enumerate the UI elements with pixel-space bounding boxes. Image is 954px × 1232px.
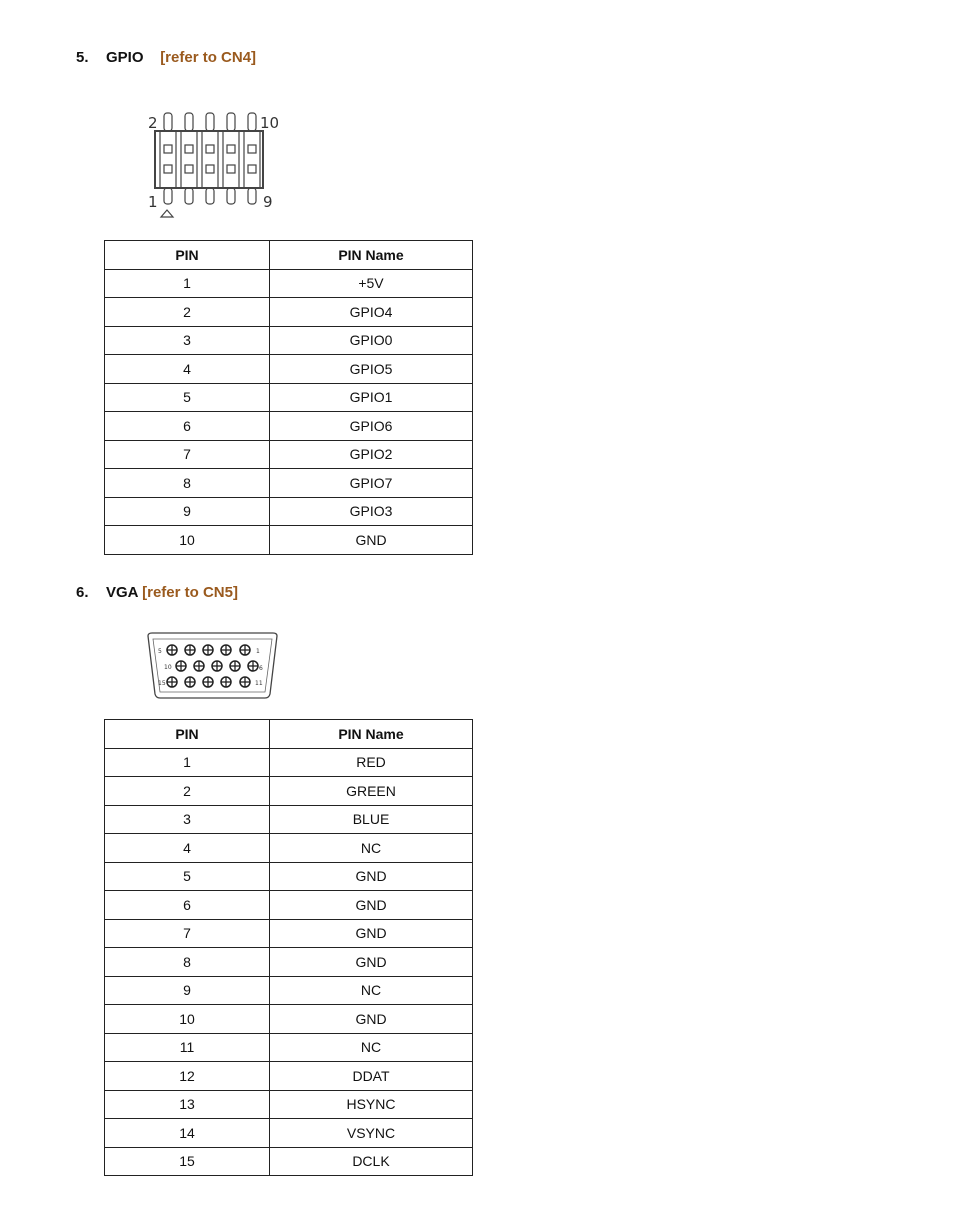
section-title: VGA — [106, 584, 138, 601]
pin-name-cell: BLUE — [270, 805, 473, 834]
pin-name-cell: NC — [270, 834, 473, 863]
table-row — [105, 748, 473, 777]
pin-number-cell: 4 — [105, 355, 270, 384]
pin-name-cell: GND — [270, 948, 473, 977]
header-pin-pair — [202, 113, 218, 204]
column-header-pin: PIN — [105, 241, 270, 270]
pin-number-cell: 6 — [105, 891, 270, 920]
vga-connector-diagram — [145, 632, 280, 702]
pin-name-cell: RED — [270, 748, 473, 777]
pin-name-cell: GREEN — [270, 777, 473, 806]
vga-pin-label-11: 11 — [255, 680, 263, 687]
vga-pin-label-6: 6 — [259, 665, 263, 672]
header-pin-pair — [223, 113, 239, 204]
table-row — [105, 1033, 473, 1062]
pin-number-cell: 8 — [105, 469, 270, 498]
vga-pin — [248, 661, 258, 671]
table-row — [105, 469, 473, 498]
table-row — [105, 269, 473, 298]
vga-pin — [203, 677, 213, 687]
pin-name-cell: NC — [270, 1033, 473, 1062]
pin-number-cell: 9 — [105, 976, 270, 1005]
pin-name-cell: GND — [270, 862, 473, 891]
pin-label-9: 9 — [263, 193, 273, 211]
pin-name-cell: GPIO0 — [270, 326, 473, 355]
table-row — [105, 777, 473, 806]
table-row — [105, 862, 473, 891]
pin-number-cell: 1 — [105, 748, 270, 777]
column-header-pin-name: PIN Name — [270, 241, 473, 270]
gpio-pin-table — [104, 240, 473, 555]
pin-name-cell: GPIO3 — [270, 497, 473, 526]
section-reference: [refer to CN5] — [142, 584, 238, 601]
table-row — [105, 1147, 473, 1176]
vga-pin — [167, 645, 177, 655]
vga-pin — [240, 677, 250, 687]
vga-pin — [167, 677, 177, 687]
pin-number-cell: 5 — [105, 862, 270, 891]
table-row — [105, 891, 473, 920]
section-reference: [refer to CN4] — [160, 49, 257, 66]
gpio-section-heading — [76, 49, 256, 66]
vga-pin-table — [104, 719, 473, 1176]
vga-pin — [221, 677, 231, 687]
vga-pin-label-15: 15 — [158, 680, 166, 687]
pin-number-cell: 10 — [105, 526, 270, 555]
vga-pin — [212, 661, 222, 671]
vga-pin-label-10: 10 — [164, 664, 172, 671]
pin-number-cell: 4 — [105, 834, 270, 863]
pin-number-cell: 1 — [105, 269, 270, 298]
vga-pin — [240, 645, 250, 655]
table-row — [105, 948, 473, 977]
pin-label-1: 1 — [148, 193, 158, 211]
section-number: 6. — [76, 584, 89, 601]
vga-pin — [230, 661, 240, 671]
pin-name-cell: GND — [270, 526, 473, 555]
pin-label-2: 2 — [148, 114, 158, 132]
pin-number-cell: 10 — [105, 1005, 270, 1034]
pin-name-cell: +5V — [270, 269, 473, 298]
vga-pin — [194, 661, 204, 671]
section-title: GPIO — [106, 49, 144, 66]
pin-name-cell: VSYNC — [270, 1119, 473, 1148]
pin-number-cell: 15 — [105, 1147, 270, 1176]
table-row — [105, 526, 473, 555]
pin-number-cell: 11 — [105, 1033, 270, 1062]
vga-section-heading — [76, 584, 238, 601]
pin-name-cell: GPIO2 — [270, 440, 473, 469]
pin-number-cell: 8 — [105, 948, 270, 977]
pin-name-cell: DCLK — [270, 1147, 473, 1176]
vga-pin-label-1: 1 — [256, 648, 260, 655]
table-row — [105, 497, 473, 526]
vga-pin — [221, 645, 231, 655]
pin-name-cell: HSYNC — [270, 1090, 473, 1119]
table-row — [105, 326, 473, 355]
pin-number-cell: 7 — [105, 440, 270, 469]
table-row — [105, 1119, 473, 1148]
pin-name-cell: GPIO5 — [270, 355, 473, 384]
pin-label-10: 10 — [260, 114, 280, 132]
table-row — [105, 1090, 473, 1119]
pin-number-cell: 2 — [105, 298, 270, 327]
pin-number-cell: 5 — [105, 383, 270, 412]
header-pin-pair — [244, 113, 260, 204]
table-row — [105, 412, 473, 441]
column-header-pin: PIN — [105, 720, 270, 749]
vga-pin — [185, 645, 195, 655]
table-header-row — [105, 241, 473, 270]
pin-name-cell: GPIO4 — [270, 298, 473, 327]
pin-name-cell: GND — [270, 891, 473, 920]
table-row — [105, 1062, 473, 1091]
header-pin-pair — [181, 113, 197, 204]
pin-number-cell: 3 — [105, 805, 270, 834]
table-row — [105, 919, 473, 948]
table-row — [105, 440, 473, 469]
table-row — [105, 834, 473, 863]
pin-number-cell: 6 — [105, 412, 270, 441]
pin-number-cell: 7 — [105, 919, 270, 948]
table-row — [105, 805, 473, 834]
table-row — [105, 1005, 473, 1034]
pin-name-cell: GPIO6 — [270, 412, 473, 441]
pin-name-cell: GND — [270, 1005, 473, 1034]
gpio-pin-group — [155, 113, 263, 204]
section-number: 5. — [76, 49, 89, 66]
pin-name-cell: DDAT — [270, 1062, 473, 1091]
table-row — [105, 355, 473, 384]
pin-name-cell: GPIO1 — [270, 383, 473, 412]
pin-number-cell: 13 — [105, 1090, 270, 1119]
vga-pin — [185, 677, 195, 687]
gpio-header-diagram — [146, 110, 286, 222]
table-row — [105, 976, 473, 1005]
table-row — [105, 383, 473, 412]
table-row — [105, 298, 473, 327]
pin-number-cell: 3 — [105, 326, 270, 355]
pin-name-cell: NC — [270, 976, 473, 1005]
vga-pin — [203, 645, 213, 655]
column-header-pin-name: PIN Name — [270, 720, 473, 749]
header-pin-pair — [160, 113, 176, 204]
pin-number-cell: 9 — [105, 497, 270, 526]
table-header-row — [105, 720, 473, 749]
pin1-marker-icon — [161, 210, 173, 217]
pin-number-cell: 14 — [105, 1119, 270, 1148]
vga-pin — [176, 661, 186, 671]
vga-pin-label-5: 5 — [158, 648, 162, 655]
pin-number-cell: 2 — [105, 777, 270, 806]
pin-number-cell: 12 — [105, 1062, 270, 1091]
pin-name-cell: GPIO7 — [270, 469, 473, 498]
pin-name-cell: GND — [270, 919, 473, 948]
